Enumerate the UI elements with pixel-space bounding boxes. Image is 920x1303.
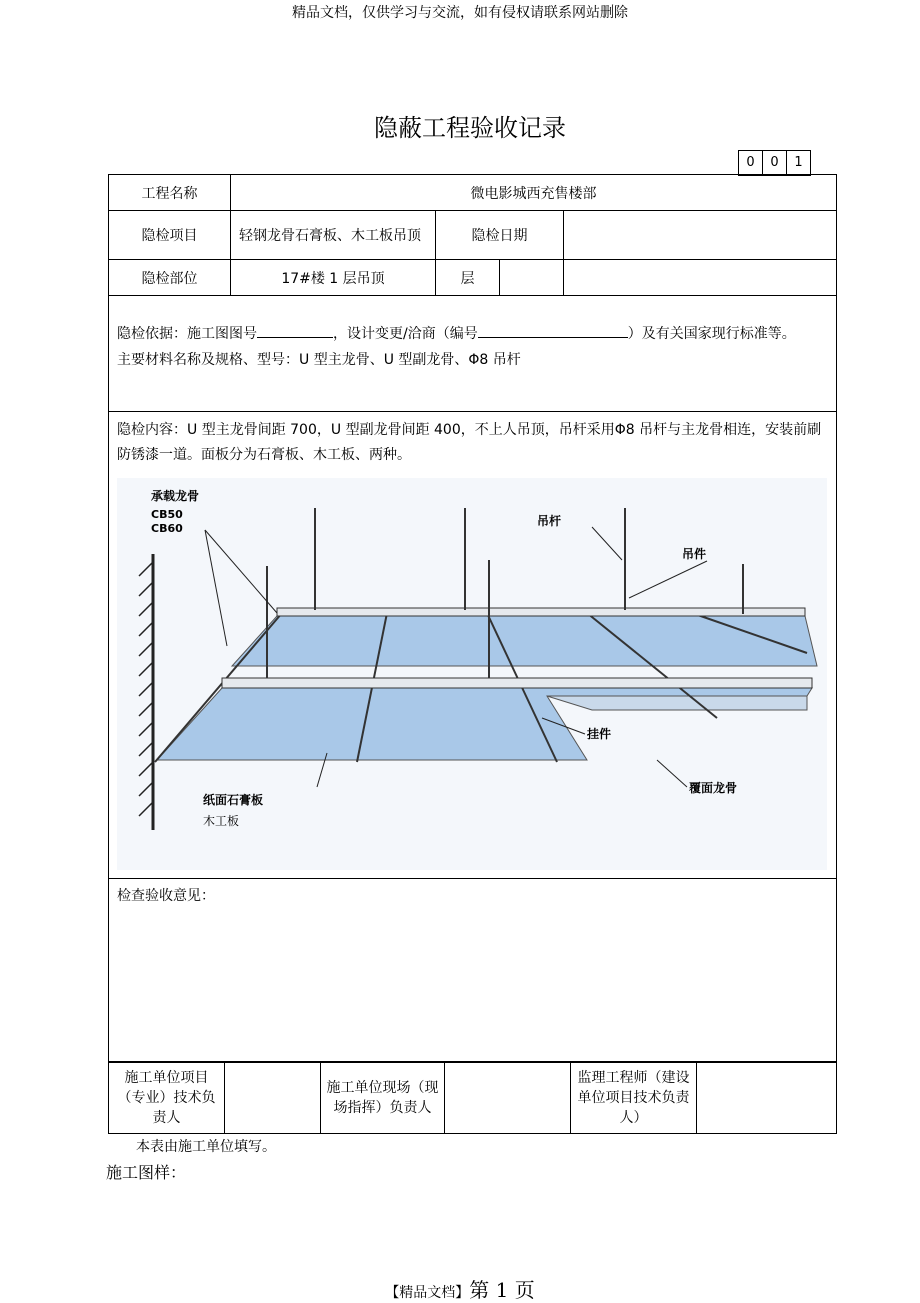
supervisor-sign [697, 1062, 837, 1134]
page-prefix: 【精品文档】 [385, 1285, 470, 1301]
item-label: 隐检项目 [109, 211, 231, 260]
opinion-cell: 检查验收意见： [109, 879, 837, 1063]
basis-cell [109, 296, 837, 412]
label-clip: 挂件 [587, 727, 612, 741]
main-keel-back [277, 608, 805, 616]
drawings-label: 施工图样： [106, 1163, 187, 1182]
content-cell [109, 412, 837, 879]
basis-line: 隐检依据：施工图图号 ，设计变更/洽商（编号 ）及有关国家现行标准等。 [117, 322, 828, 346]
page-title: 隐蔽工程验收记录 [374, 114, 566, 142]
project-name-label: 工程名称 [109, 175, 231, 211]
page-number [0, 1274, 920, 1303]
label-cb50: CB50 [151, 508, 183, 521]
signature-table [108, 1061, 837, 1134]
contractor-tech-label: 施工单位项目（专业）技术负责人 [109, 1062, 225, 1134]
site-leader-sign [445, 1062, 571, 1134]
location-label: 隐检部位 [109, 260, 231, 296]
drawing-number-blank [257, 323, 333, 338]
label-main-keel: 承载龙骨 [151, 489, 200, 503]
record-code-digit: 0 [762, 150, 787, 176]
contractor-tech-sign [225, 1062, 321, 1134]
header-note: 精品文档，仅供学习与交流，如有侵权请联系网站删除 [292, 5, 628, 21]
site-leader-label: 施工单位现场（现场指挥）负责人 [321, 1062, 445, 1134]
ceiling-panel-back [232, 616, 817, 666]
inspection-form [108, 174, 837, 1063]
diagram-background [117, 478, 827, 870]
label-hanger: 吊件 [682, 547, 707, 561]
change-number-blank [478, 323, 628, 338]
project-name-value: 微电影城西充售楼部 [231, 175, 837, 211]
location-value: 17#楼 1 层吊顶 [231, 260, 436, 296]
item-value: 轻钢龙骨石膏板、木工板吊顶 [231, 211, 436, 260]
record-code-digit: 0 [738, 150, 763, 176]
record-code [739, 150, 811, 176]
materials-line: 主要材料名称及规格、型号：U 型主龙骨、U 型副龙骨、Φ8 吊杆 [117, 352, 521, 368]
label-gypsum: 纸面石膏板 [203, 793, 264, 807]
record-code-digit: 1 [786, 150, 811, 176]
floor-value [500, 260, 564, 296]
main-keel-front [222, 678, 812, 688]
content-text: 隐检内容：U 型主龙骨间距 700，U 型副龙骨间距 400，不上人吊顶，吊杆采用Φ8 吊杆与主龙骨相连，安装前刷防锈漆一道。面板分为石膏板、木工板、两种。 [117, 422, 822, 463]
date-value [564, 211, 837, 260]
page-text: 第 1 页 [469, 1278, 535, 1302]
label-cb60: CB60 [151, 522, 183, 535]
footer-note: 本表由施工单位填写。 [136, 1139, 276, 1155]
supervisor-label: 监理工程师（建设单位项目技术负责人） [571, 1062, 697, 1134]
floor-label: 层 [436, 260, 500, 296]
label-cover-keel: 覆面龙骨 [689, 781, 738, 795]
ceiling-panel-side [547, 696, 807, 710]
date-label: 隐检日期 [436, 211, 564, 260]
label-rod: 吊杆 [537, 514, 562, 528]
label-wood: 木工板 [203, 814, 240, 828]
ceiling-diagram [117, 478, 827, 870]
